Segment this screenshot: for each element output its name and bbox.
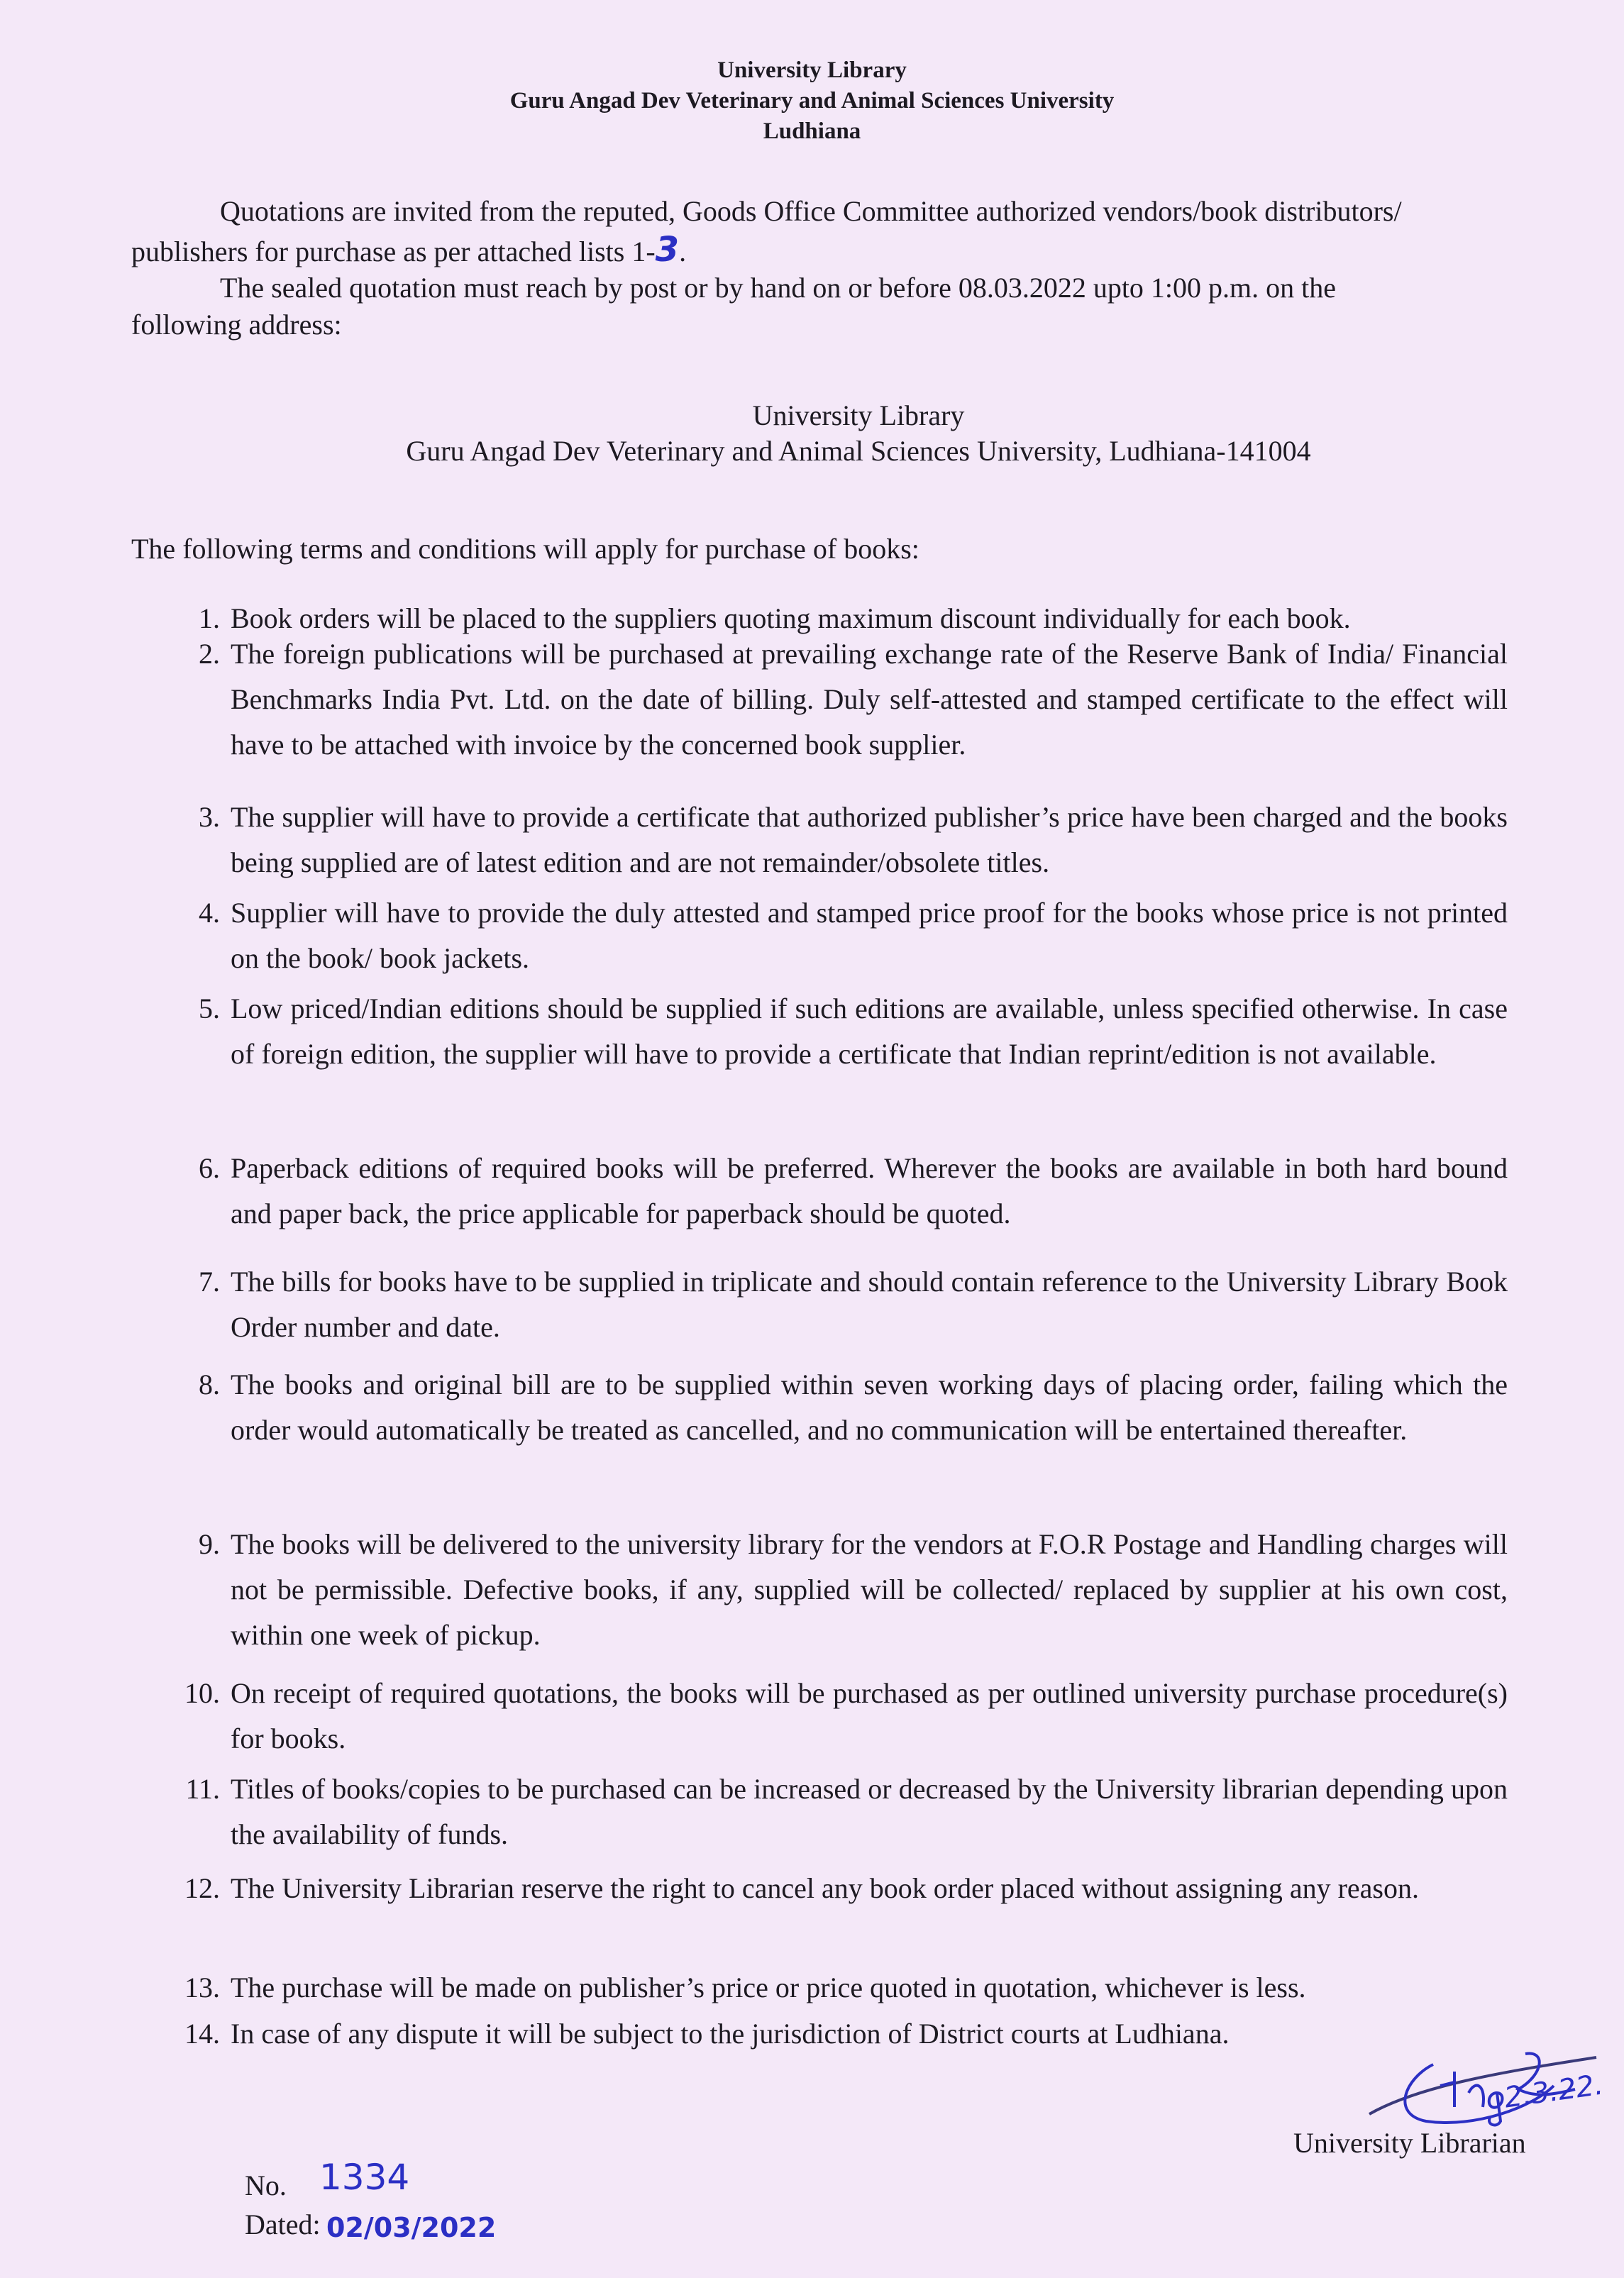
term-number: 1.: [199, 602, 220, 634]
term-text: The foreign publications will be purchased at prevailing exchange rate of the Reserve Bank of India/ Financial Benchmarks India Pvt. Ltd. on the date of billing. Duly self-attested and stamped certificate to the effect will have to be attached with invoice by the concerned book supplier.: [231, 638, 1508, 761]
header-city: Ludhiana: [763, 118, 861, 144]
term-text: The supplier will have to provide a certificate that authorized publisher’s price have been charged and the books being supplied are of latest edition and are not remainder/obsolete titles.: [231, 801, 1508, 878]
address-line1: University Library: [752, 399, 965, 431]
term-number: 11.: [185, 1773, 220, 1805]
header-university-name: Guru Angad Dev Veterinary and Animal Sciences University: [509, 88, 1115, 114]
signatory-title: University Librarian: [1293, 2127, 1526, 2159]
header-university-library: University Library: [717, 57, 907, 83]
dated-value: 02/03/2022: [326, 2212, 497, 2243]
dated-label: Dated:: [245, 2208, 321, 2240]
term-number: 4.: [199, 897, 220, 929]
term-number: 14.: [184, 2018, 220, 2050]
term-number: 12.: [184, 1872, 220, 1904]
term-text: On receipt of required quotations, the books will be purchased as per outlined university purchase procedure(s) for books.: [231, 1677, 1508, 1754]
intro-para2-line2: following address:: [131, 309, 342, 341]
term-text: Low priced/Indian editions should be supplied if such editions are available, unless specified otherwise. In case of foreign edition, the supplier will have to provide a certificate that Indian reprint/edition is not available.: [231, 993, 1508, 1070]
reference-number-value: 1334: [319, 2157, 410, 2198]
term-number: 13.: [184, 1972, 220, 2003]
term-number: 5.: [199, 993, 220, 1024]
handwritten-list-count: 3: [655, 230, 680, 270]
term-text: The University Librarian reserve the right to cancel any book order placed without assigning any reason.: [231, 1872, 1419, 1904]
intro-para1-line2: [131, 231, 686, 270]
term-text: In case of any dispute it will be subject to the jurisdiction of District courts at Ludhiana.: [231, 2018, 1230, 2050]
intro-para2-line1: The sealed quotation must reach by post or by hand on or before 08.03.2022 upto 1:00 p.m. on the: [220, 272, 1337, 304]
intro-para1-period: .: [679, 236, 687, 267]
term-text: Paperback editions of required books will be preferred. Wherever the books are available in both hard bound and paper back, the price applicable for paperback should be quoted.: [231, 1152, 1508, 1229]
term-number: 8.: [199, 1369, 220, 1400]
intro-para1-line1: Quotations are invited from the reputed, Goods Office Committee authorized vendors/book distributors/: [220, 195, 1402, 227]
term-text: The purchase will be made on publisher’s price or price quoted in quotation, whichever is less.: [231, 1972, 1306, 2003]
term-text: The bills for books have to be supplied in triplicate and should contain reference to the University Library Book Order number and date.: [231, 1266, 1508, 1343]
term-number: 2.: [199, 638, 220, 670]
term-number: 10.: [184, 1677, 220, 1709]
term-number: 6.: [199, 1152, 220, 1184]
reference-number-label: No.: [245, 2169, 287, 2201]
signature-date: 2.3.22.: [1502, 2068, 1606, 2115]
term-number: 9.: [199, 1528, 220, 1560]
term-number: 3.: [199, 801, 220, 833]
terms-intro: The following terms and conditions will apply for purchase of books:: [131, 533, 919, 565]
term-text: Book orders will be placed to the suppliers quoting maximum discount individually for each book.: [231, 602, 1351, 634]
address-line2: Guru Angad Dev Veterinary and Animal Sciences University, Ludhiana-141004: [406, 435, 1311, 467]
term-text: The books and original bill are to be supplied within seven working days of placing order, failing which the order would automatically be treated as cancelled, and no communication will be entertained thereafter.: [231, 1369, 1508, 1446]
term-text: The books will be delivered to the university library for the vendors at F.O.R Postage and Handling charges will not be permissible. Defective books, if any, supplied will be collected/ replaced by supplier at his own cost, within one week of pickup.: [231, 1528, 1508, 1651]
term-text: Titles of books/copies to be purchased can be increased or decreased by the University librarian depending upon the availability of funds.: [231, 1773, 1508, 1850]
term-text: Supplier will have to provide the duly attested and stamped price proof for the books whose price is not printed on the book/ book jackets.: [231, 897, 1508, 974]
intro-para1-text: publishers for purchase as per attached lists 1-: [131, 236, 656, 267]
term-number: 7.: [199, 1266, 220, 1298]
